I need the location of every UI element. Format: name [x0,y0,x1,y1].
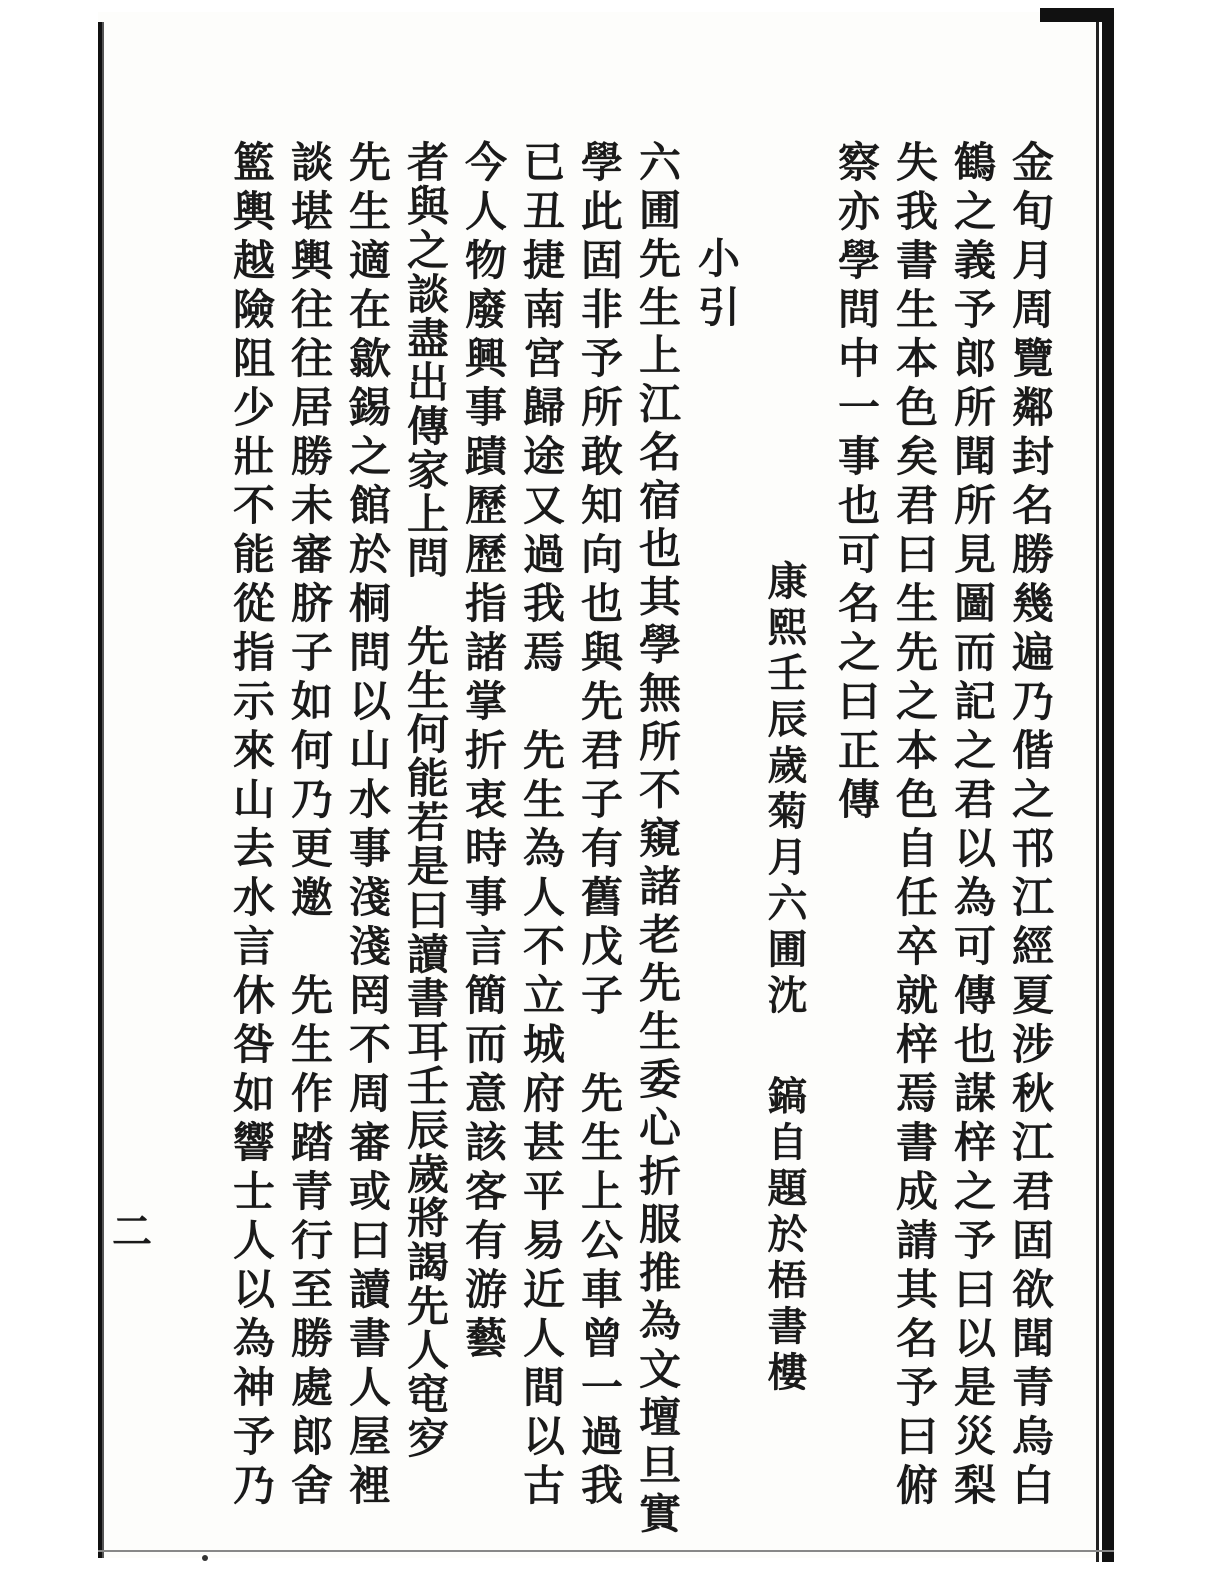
section-line-5: 者與之談盡出傳家上問 先生何能若是曰讀書耳壬辰歲將謁先人窀穸 [401,140,450,1460]
preface-line-1: 金旬月周覽鄰封名勝幾遍乃偕之邗江經夏涉秋江君固欲聞青烏白 [1006,140,1055,1512]
page-left-edge [98,22,108,1558]
section-title: 小引 [692,236,741,334]
page-top-edge [1040,8,1114,22]
section-line-6: 先生適在歙錫之館於桐問以山水事淺淺罔不周審或曰讀書人屋裡 [343,140,392,1512]
section-line-8: 籃輿越險阻少壯不能從指示來山去水言休咎如響士人以為神予乃 [227,140,276,1512]
page-number: 二 [112,1208,152,1255]
page-right-edge [1096,12,1114,1562]
section-line-7: 談堪輿往往居勝未審脐子如何乃更邀 先生作踏青行至勝處郎舍 [285,140,334,1512]
preface-line-4: 察亦學問中一事也可名之曰正傳 [832,140,881,826]
preface-line-3: 失我書生本色矣君曰生先之本色自任卒就梓焉書成請其名予曰俯 [890,140,939,1512]
preface-date-line: 康熙壬辰歲菊月六圃沈 [761,560,808,1020]
preface-line-2: 鶴之義予郎所聞所見圖而記之君以為可傳也謀梓之予曰以是災梨 [948,140,997,1512]
scan-speck [202,1555,208,1561]
page-bottom-edge [98,1550,1114,1552]
section-line-1: 六圃先生上江名宿也其學無所不窺諸老先生委心折服推為文壇旦實 [633,140,682,1540]
preface-signature: 鎬自題於梧書樓 [761,1075,808,1397]
section-line-4: 今人物廢興事蹟歷歷指諸掌折衷時事言簡而意該客有游藝 [459,140,508,1365]
section-line-2: 學此固非予所敢知向也與先君子有舊戊子 先生上公車曾一過我 [575,140,624,1512]
section-line-3: 已丑捷南宮歸途又過我焉 先生為人不立城府甚平易近人間以古 [517,140,566,1512]
